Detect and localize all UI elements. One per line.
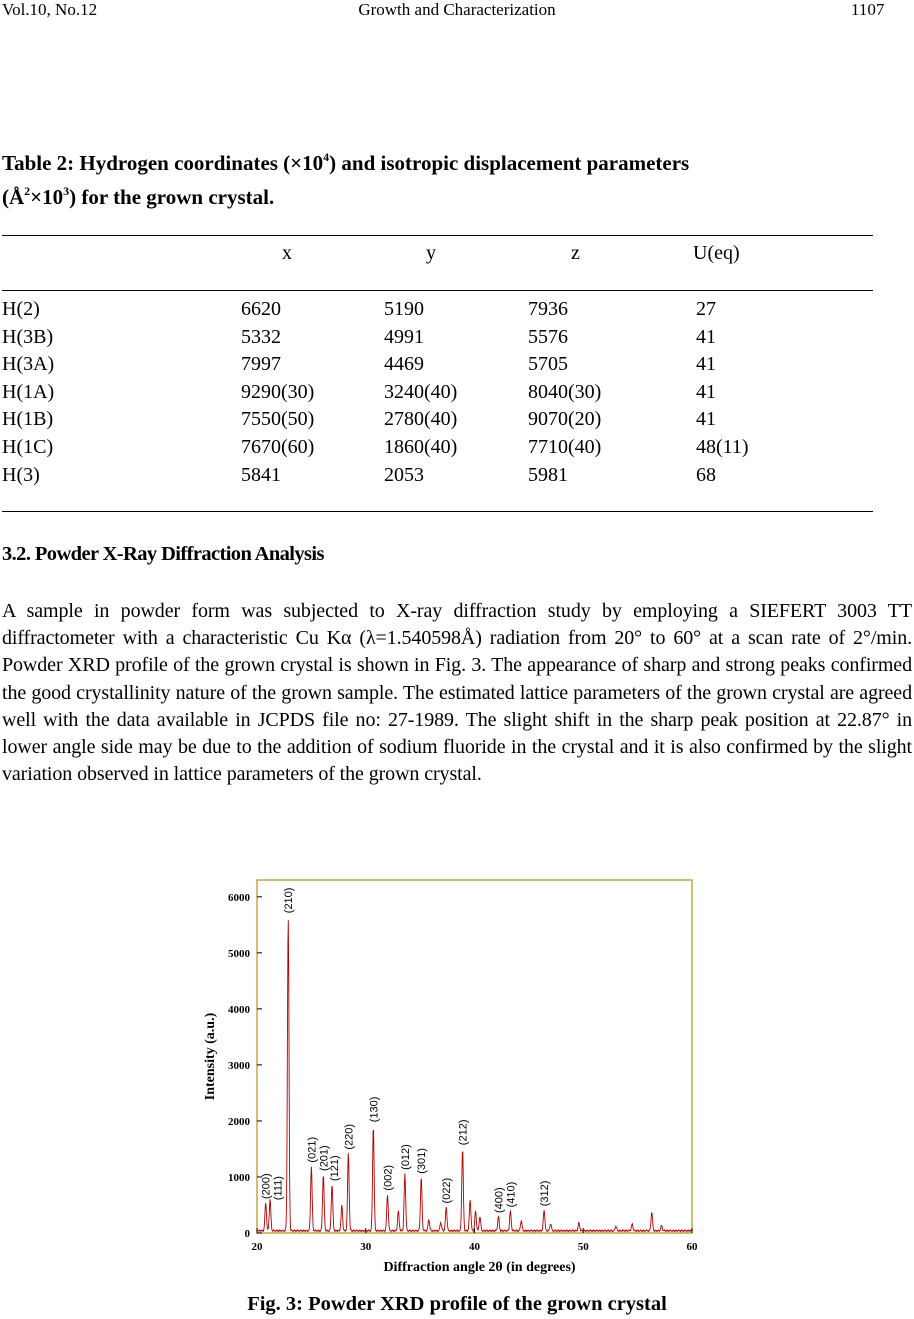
table-cell-ueq: 48(11) [696, 436, 749, 458]
table-bottom-rule [2, 511, 873, 512]
table-cell-z: 7936 [528, 298, 568, 320]
table-cell-z: 7710(40) [528, 436, 602, 458]
table-cell-x: 7550(50) [241, 408, 315, 431]
table-cell-y: 5190 [384, 298, 424, 320]
header-page-number: 1107 [851, 0, 885, 19]
table-cell-ueq: 41 [696, 380, 716, 403]
table-cell-label: H(2) [2, 298, 40, 320]
table-cell-label: H(1B) [2, 408, 54, 431]
peak-label: (212) [457, 1119, 470, 1146]
table-cell-z: 5705 [528, 353, 568, 376]
x-tick-label: 20 [251, 1241, 263, 1253]
column-header-y: y [426, 242, 436, 264]
table-cell-y: 2053 [384, 463, 424, 486]
peak-label: (220) [343, 1123, 356, 1150]
peak-label: (312) [539, 1180, 552, 1207]
table-cell-z: 8040(30) [528, 380, 602, 403]
table-title: Table 2: Hydrogen coordinates $(\times 10^4)$ and isotropic displacement parameters $(Å^2\times 10^3)$ for the grown crystal. [2, 150, 690, 209]
x-tick-label: 40 [469, 1241, 480, 1253]
table-cell-ueq: 41 [696, 325, 716, 348]
section-heading: 3.2. Powder X-Ray Diffraction Analysis [2, 543, 324, 565]
peak-label: (012) [399, 1144, 412, 1170]
figure-caption: Fig. 3: Powder XRD profile of the grown crystal [247, 1293, 667, 1315]
table-cell-y: 3240(40) [384, 380, 458, 403]
table-cell-y: 4469 [384, 353, 424, 376]
table-cell-label: H(1A) [2, 380, 55, 403]
x-tick-label: 60 [686, 1241, 698, 1253]
table-cell-x: 7670(60) [241, 436, 315, 458]
peak-label: (022) [441, 1177, 454, 1204]
y-axis-label: Intensity (a.u.) [203, 1012, 218, 1101]
y-tick-label: 1000 [228, 1171, 250, 1184]
y-tick-label: 6000 [228, 891, 250, 904]
table-cell-ueq: 41 [696, 353, 716, 376]
peak-label: (400) [493, 1187, 506, 1213]
peak-label: (002) [382, 1164, 395, 1191]
y-tick-label: 2000 [228, 1115, 250, 1128]
body-paragraph: A sample in powder form was subjected to X-ray diffraction study by employing a SIEFERT 3003 TT diffractometer with a characteristic Cu Kα (λ=1.540598Å) radiation from 20° to 60° at a scan rate of 2°/min. Powder XRD profile of the grown crystal is shown in Fig. 3. The appearance of sharp and strong peaks confirmed the good crystallinity nature of the grown sample. The estimated lattice parameters of the grown crystal are agreed well with the data available in JCPDS file no: 27-1989. The slight shift in the sharp peak position at 22.87° in lower angle side may be due to the addition of sodium fluoride in the crystal and it is also confirmed by the slight variation observed in lattice parameters of the grown crystal. [2, 600, 912, 786]
y-tick-label: 3000 [228, 1059, 250, 1072]
table-cell-x: 6620 [241, 298, 281, 320]
table-cell-y: 2780(40) [384, 408, 458, 431]
table-cell-label: H(3) [2, 463, 40, 486]
table-cell-label: H(3A) [2, 353, 55, 376]
header-volume: Vol.10, No.12 [2, 0, 98, 19]
peak-label: (201) [318, 1145, 331, 1171]
peak-label: (021) [306, 1136, 319, 1163]
peak-label: (200) [260, 1173, 273, 1199]
table-cell-y: 4991 [384, 325, 424, 348]
column-header-x: x [282, 242, 292, 264]
column-header-z: z [571, 242, 580, 264]
table-cell-x: 7997 [241, 353, 281, 376]
x-tick-label: 50 [577, 1241, 589, 1253]
table-cell-x: 5332 [241, 325, 281, 348]
x-axis-label: Diffraction angle 2θ (in degrees) [383, 1260, 576, 1275]
table-cell-x: 9290(30) [241, 380, 315, 403]
peak-label: (111) [272, 1176, 285, 1201]
y-tick-label: 4000 [228, 1003, 250, 1016]
chart-background [196, 873, 708, 1283]
table-cell-ueq: 68 [696, 463, 716, 486]
x-tick-label: 30 [360, 1241, 372, 1253]
y-tick-label: 0 [244, 1228, 250, 1240]
table-cell-label: H(1C) [2, 436, 54, 458]
table-cell-z: 5981 [528, 463, 568, 486]
peak-label: (410) [505, 1181, 518, 1208]
peak-label: (130) [368, 1096, 381, 1123]
y-tick-label: 5000 [228, 947, 250, 960]
table-cell-ueq: 27 [696, 298, 716, 320]
table-cell-z: 5576 [528, 325, 568, 348]
column-header-ueq: U(eq) [693, 242, 740, 264]
header-title: Growth and Characterization [358, 0, 556, 19]
peak-label: (210) [283, 887, 296, 914]
peak-label: (121) [329, 1155, 342, 1182]
table-cell-z: 9070(20) [528, 408, 602, 431]
xrd-chart [196, 873, 708, 1283]
table-top-rule [2, 235, 873, 236]
peak-label: (301) [416, 1148, 429, 1174]
table-cell-label: H(3B) [2, 325, 54, 348]
table-cell-ueq: 41 [696, 408, 716, 431]
table-header-rule [2, 290, 873, 291]
table-cell-x: 5841 [241, 463, 281, 486]
table-cell-y: 1860(40) [384, 436, 458, 458]
